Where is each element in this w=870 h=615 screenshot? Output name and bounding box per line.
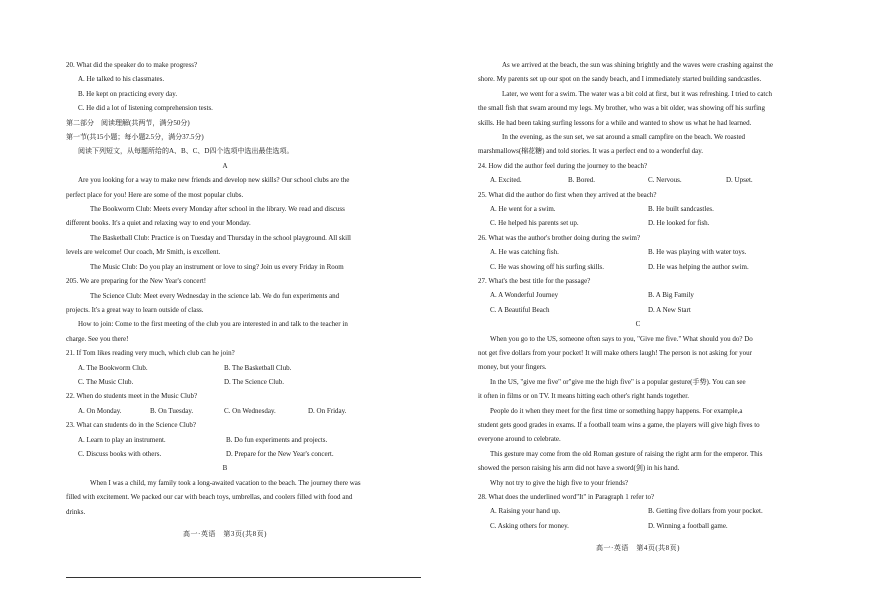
- question-27-option-a: A. A Wonderful Journey: [490, 291, 559, 300]
- passage-a-line: The Music Club: Do you play an instrument or love to sing? Join us every Friday in Room: [90, 262, 344, 271]
- passage-b-line: skills. He had been taking surfing lessons for a while and wanted to show us what he had learned.: [478, 118, 752, 127]
- passage-b-label: B: [222, 464, 228, 473]
- question-23-option-c: C. Discuss books with others.: [78, 449, 162, 458]
- question-21-stem: 21. If Tom likes reading very much, which club can he join?: [66, 349, 235, 358]
- question-25-option-c: C. He helped his parents set up.: [490, 219, 579, 228]
- question-27-option-b: B. A Big Family: [648, 291, 694, 300]
- bottom-rule: [66, 577, 421, 578]
- question-22-option-c: C. On Wednesday.: [224, 406, 276, 415]
- question-25-options-row2: [478, 216, 798, 230]
- question-20-option-a: A. He talked to his classmates.: [78, 75, 165, 84]
- question-23-options-row2: [66, 447, 384, 461]
- question-28-options-row1: [478, 504, 798, 518]
- question-20-option-c: C. He did a lot of listening comprehension tests.: [78, 104, 213, 113]
- question-21-options-row2: [66, 375, 384, 389]
- question-25-stem: 25. What did the author do first when they arrived at the beach?: [478, 190, 657, 199]
- passage-a-line: 205. We are preparing for the New Year's concert!: [66, 277, 207, 286]
- passage-a-line: perfect place for you! Here are some of the most popular clubs.: [66, 190, 244, 199]
- left-page-footer: 高一·英语 第3页(共8页): [183, 529, 267, 538]
- question-22-option-d: D. On Friday.: [308, 406, 347, 415]
- right-page: [478, 58, 798, 556]
- passage-b-line: marshmallows(棉花糖) and told stories. It was a perfect end to a wonderful day.: [478, 147, 704, 156]
- question-26-option-d: D. He was helping the author swim.: [648, 262, 749, 271]
- passage-c-line: When you go to the US, someone often says to you, "Give me five." What should you do? Do: [490, 334, 753, 343]
- passage-b-line: Later, we went for a swim. The water was a bit cold at first, but it was refreshing. I tried to catch: [502, 89, 772, 98]
- question-21-options-row1: [66, 361, 384, 375]
- passage-a-line: projects. It's a great way to learn outside of class.: [66, 305, 204, 314]
- passage-c-line: This gesture may come from the old Roman gesture of raising the right arm for the emperor. This: [490, 449, 763, 458]
- passage-a-line: The Bookworm Club: Meets every Monday after school in the library. We read and discuss: [90, 205, 345, 214]
- passage-b-line: When I was a child, my family took a long-awaited vacation to the beach. The journey there was: [90, 478, 361, 487]
- passage-c-line: student gets good grades in exams. If a football team wins a game, the players will give high fives to: [478, 421, 760, 430]
- passage-c-line: it often in films or on TV. It means hitting each other's right hands together.: [478, 392, 689, 401]
- question-23-option-b: B. Do fun experiments and projects.: [226, 435, 328, 444]
- left-page: [66, 58, 384, 541]
- passage-c-line: People do it when they meet for the first time or something happy happens. For example,a: [490, 406, 743, 415]
- question-26-option-c: C. He was showing off his surfing skills.: [490, 262, 605, 271]
- question-28-option-d: D. Winning a football game.: [648, 521, 728, 530]
- question-23-option-d: D. Prepare for the New Year's concert.: [226, 449, 334, 458]
- question-24-option-b: B. Bored.: [568, 176, 596, 185]
- question-24-options: [478, 173, 798, 187]
- passage-a-line: charge. See you there!: [66, 334, 129, 343]
- question-24-option-c: C. Nervous.: [648, 176, 682, 185]
- passage-c-line: money, but your fingers.: [478, 363, 547, 372]
- question-20-option-b: B. He kept on practicing every day.: [78, 89, 178, 98]
- passage-b-line: filled with excitement. We packed our car with beach toys, umbrellas, and coolers filled with food and: [66, 493, 353, 502]
- question-27-options-row1: [478, 288, 798, 302]
- passage-b-line: As we arrived at the beach, the sun was shining brightly and the waves were crashing against the: [502, 61, 773, 69]
- passage-b-line: drinks.: [66, 507, 86, 516]
- question-23-option-a: A. Learn to play an instrument.: [78, 435, 166, 444]
- question-27-option-c: C. A Beautiful Beach: [490, 305, 550, 314]
- section-subtitle: 第一节(共15小题；每小题2.5分，满分37.5分): [66, 133, 204, 142]
- question-26-option-b: B. He was playing with water toys.: [648, 248, 747, 257]
- passage-a-label: A: [222, 161, 228, 170]
- right-page-footer: 高一·英语 第4页(共8页): [596, 544, 680, 553]
- question-26-option-a: A. He was catching fish.: [490, 248, 559, 257]
- question-28-options-row2: [478, 519, 798, 533]
- passage-c-line: everyone around to celebrate.: [478, 435, 561, 444]
- question-25-option-b: B. He built sandcastles.: [648, 205, 714, 214]
- question-23-stem: 23. What can students do in the Science Club?: [66, 421, 196, 430]
- question-26-stem: 26. What was the author's brother doing during the swim?: [478, 233, 641, 242]
- question-26-options-row2: [478, 260, 798, 274]
- question-24-stem: 24. How did the author feel during the journey to the beach?: [478, 161, 648, 170]
- question-20-stem: 20. What did the speaker do to make progress?: [66, 61, 198, 69]
- passage-b-line: shore. My parents set up our spot on the sandy beach, and I immediately started building sandcastles.: [478, 75, 762, 84]
- passage-c-line: In the US, "give me five" or"give me the high five" is a popular gesture(手势). You can see: [490, 377, 746, 386]
- question-27-stem: 27. What's the best title for the passage?: [478, 277, 591, 286]
- question-25-options-row1: [478, 202, 798, 216]
- question-25-option-d: D. He looked for fish.: [648, 219, 710, 228]
- passage-c-label: C: [635, 320, 641, 329]
- passage-b-line: In the evening, as the sun set, we sat around a small campfire on the beach. We roasted: [502, 133, 746, 142]
- question-21-option-d: D. The Science Club.: [224, 377, 284, 386]
- question-28-option-b: B. Getting five dollars from your pocket.: [648, 507, 763, 516]
- passage-c-line: not get five dollars from your pocket! It will make others laugh! The person is not asking for your: [478, 349, 752, 358]
- passage-c-line: Why not try to give the high five to your friends?: [490, 478, 629, 487]
- question-23-options-row1: [66, 433, 384, 447]
- question-22-options: [66, 404, 384, 418]
- question-25-option-a: A. He went for a swim.: [490, 205, 556, 214]
- question-26-options-row1: [478, 245, 798, 259]
- passage-a-line: The Basketball Club: Practice is on Tuesday and Thursday in the school playground. All skill: [90, 233, 351, 242]
- passage-a-line: The Science Club: Meet every Wednesday in the science lab. We do fun experiments and: [90, 291, 340, 300]
- question-24-option-d: D. Upset.: [726, 176, 753, 185]
- question-21-option-c: C. The Music Club.: [78, 377, 134, 386]
- question-22-option-b: B. On Tuesday.: [150, 406, 194, 415]
- question-22-stem: 22. When do students meet in the Music Club?: [66, 392, 198, 401]
- passage-a-line: different books. It's a quiet and relaxing way to end your Monday.: [66, 219, 251, 228]
- passage-a-line: Are you looking for a way to make new friends and develop new skills? Our school clubs are the: [78, 176, 350, 185]
- question-24-option-a: A. Excited.: [490, 176, 522, 185]
- instructions: 阅读下列短文，从每题所给的A、B、C、D四个选项中选出最佳选项。: [78, 147, 294, 156]
- passage-c-line: showed the person raising his arm did not have a sword(剑) in his hand.: [478, 464, 680, 473]
- passage-a-line: How to join: Come to the first meeting of the club you are interested in and talk to the teacher in: [78, 320, 348, 329]
- question-28-option-a: A. Raising your hand up.: [490, 507, 561, 516]
- question-28-option-c: C. Asking others for money.: [490, 521, 569, 530]
- question-21-option-b: B. The Basketball Club.: [224, 363, 292, 372]
- passage-a-line: levels are welcome! Our coach, Mr Smith, is excellent.: [66, 248, 221, 257]
- section-title: 第二部分 阅读理解(共两节，满分50分): [66, 118, 190, 127]
- question-28-stem: 28. What does the underlined word"It" in Paragraph 1 refer to?: [478, 493, 655, 502]
- question-21-option-a: A. The Bookworm Club.: [78, 363, 148, 372]
- passage-b-line: the small fish that swam around my legs. My brother, who was a bit older, was showing off his surfing: [478, 104, 766, 113]
- question-27-option-d: D. A New Start: [648, 305, 691, 314]
- question-22-option-a: A. On Monday.: [78, 406, 122, 415]
- question-27-options-row2: [478, 303, 798, 317]
